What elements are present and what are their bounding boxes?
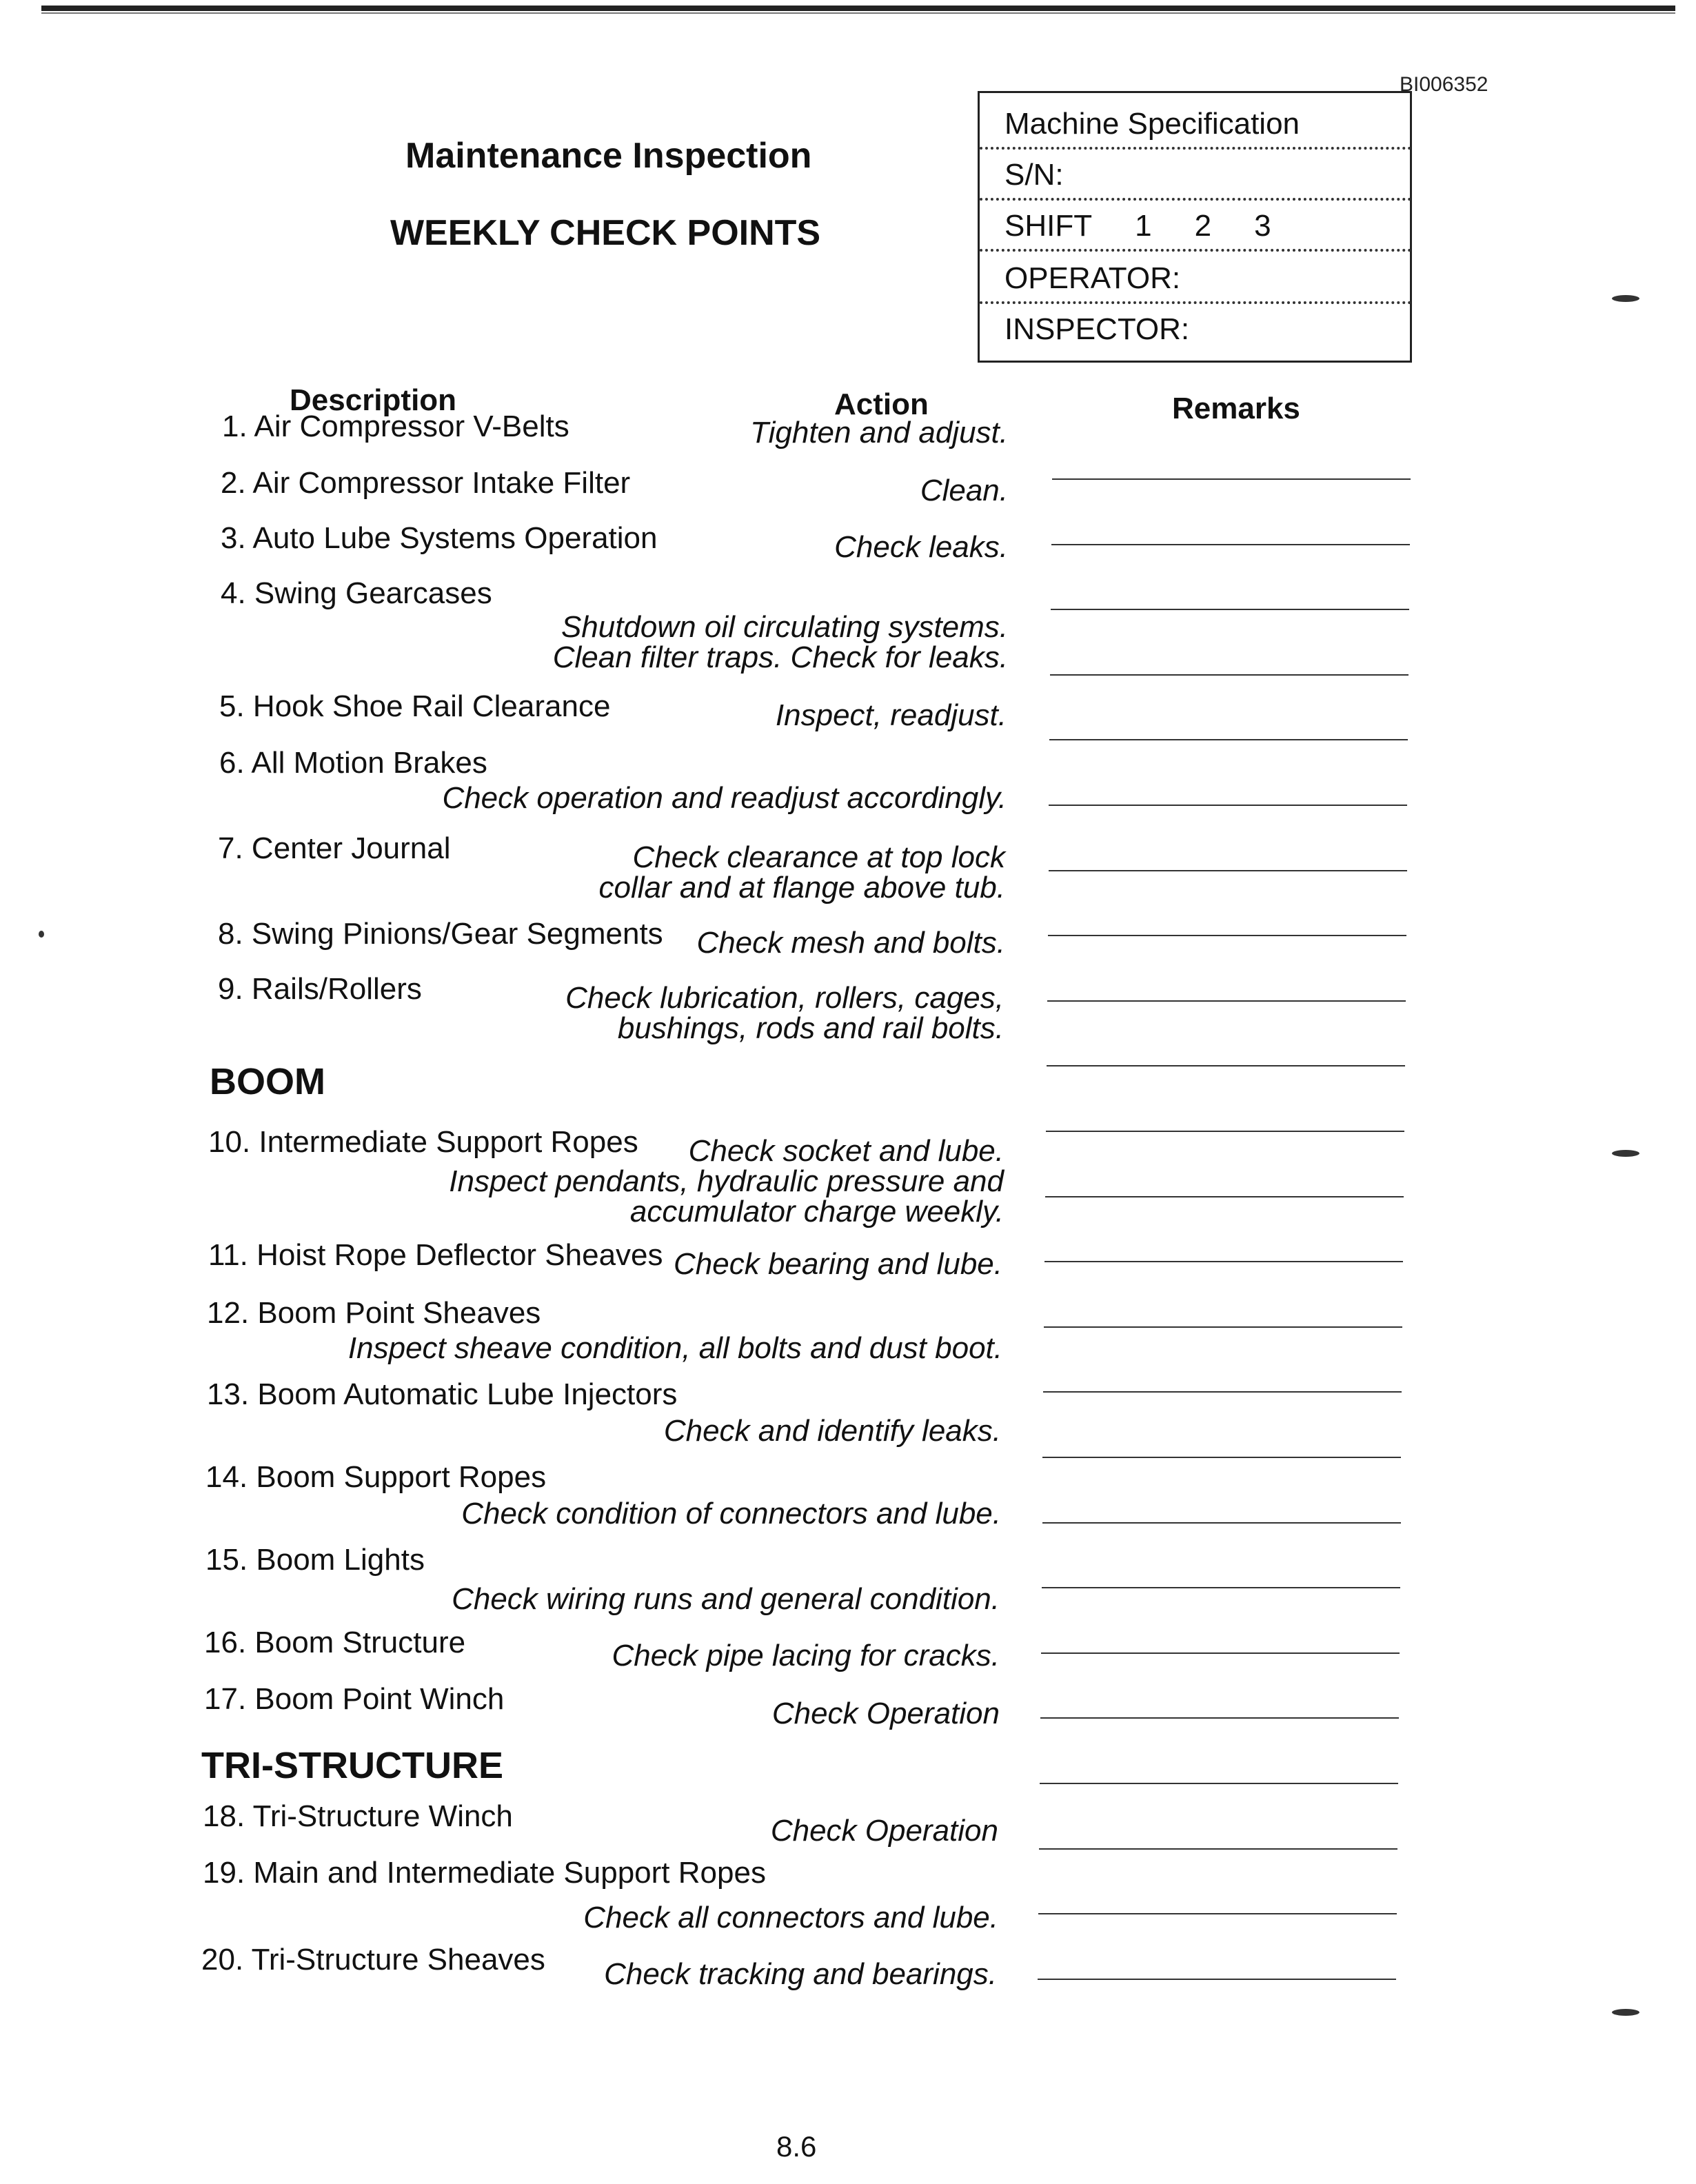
remarks-input-line[interactable] (1044, 1261, 1403, 1262)
spec-divider (980, 198, 1411, 201)
checklist-item-action (181, 612, 1008, 673)
action-line: Inspect, readjust. (775, 698, 1007, 732)
action-line: Check Operation (771, 1697, 1000, 1730)
remarks-input-line[interactable] (1038, 1913, 1397, 1914)
page-title: Maintenance Inspection (405, 136, 812, 176)
shift-option-2[interactable]: 2 (1194, 209, 1212, 243)
action-line: Check Operation (770, 1814, 998, 1848)
checklist-item-action (175, 1249, 1002, 1280)
remarks-input-line[interactable] (1042, 1457, 1401, 1458)
checklist-item-action (172, 1699, 1000, 1729)
inspector-field[interactable]: INSPECTOR: (1005, 312, 1190, 346)
checklist-item-description: 15. Boom Lights (205, 1543, 425, 1577)
checklist-item-action (176, 1136, 1004, 1227)
checklist-item-action (178, 928, 1005, 958)
checklist-item-action (174, 1416, 1001, 1446)
remarks-input-line[interactable] (1047, 1065, 1405, 1066)
checklist-item-description: 20. Tri-Structure Sheaves (201, 1943, 545, 1976)
action-line: Check mesh and bolts. (696, 926, 1005, 960)
remarks-input-line[interactable] (1048, 935, 1406, 936)
section-heading-boom: BOOM (210, 1061, 325, 1102)
column-header-action: Action (834, 387, 929, 421)
remarks-input-line[interactable] (1038, 1979, 1396, 1980)
remarks-input-line[interactable] (1041, 1652, 1400, 1654)
action-line: Check bearing and lube. (674, 1247, 1002, 1281)
checklist-item-description: 14. Boom Support Ropes (205, 1460, 547, 1494)
checklist-item-action (179, 700, 1007, 731)
checklist-item-action (174, 1499, 1001, 1529)
checklist-item-description: 1. Air Compressor V-Belts (222, 410, 569, 443)
checklist-item-description: 19. Main and Intermediate Support Ropes (203, 1856, 766, 1890)
remarks-input-line[interactable] (1039, 1848, 1397, 1850)
spec-divider (980, 301, 1411, 304)
checklist-item-description: 10. Intermediate Support Ropes (208, 1125, 638, 1159)
remarks-input-line[interactable] (1042, 1587, 1400, 1588)
scan-edge-line (41, 12, 1675, 14)
action-line: Check condition of connectors and lube. (461, 1497, 1001, 1530)
operator-field[interactable]: OPERATOR: (1005, 261, 1181, 295)
page-subtitle: WEEKLY CHECK POINTS (390, 213, 821, 253)
scan-artifact (1612, 2009, 1639, 2016)
remarks-input-line[interactable] (1049, 870, 1407, 871)
checklist-item-description: 5. Hook Shoe Rail Clearance (219, 689, 611, 723)
checklist-item-description: 13. Boom Automatic Lube Injectors (207, 1377, 678, 1411)
checklist-item-action (181, 476, 1008, 506)
serial-number-field[interactable]: S/N: (1005, 158, 1064, 192)
action-line: Check all connectors and lube. (583, 1901, 998, 1934)
checklist-item-action (181, 532, 1008, 563)
checklist-item-description: 18. Tri-Structure Winch (203, 1799, 513, 1833)
action-line: accumulator charge weekly. (629, 1195, 1004, 1228)
checklist-item-description: 7. Center Journal (218, 831, 451, 865)
checklist-item-description: 16. Boom Structure (204, 1626, 466, 1659)
spec-heading: Machine Specification (1005, 107, 1300, 141)
checklist-item-description: 12. Boom Point Sheaves (207, 1296, 541, 1330)
checklist-item-action (172, 1641, 1000, 1671)
action-line: Inspect pendants, hydraulic pressure and (449, 1164, 1004, 1198)
action-line: bushings, rods and rail bolts. (617, 1011, 1004, 1045)
checklist-item-action (171, 1903, 998, 1933)
checklist-item-action (175, 1333, 1002, 1364)
checklist-item-description: 3. Auto Lube Systems Operation (221, 521, 658, 555)
action-line: Check socket and lube. (688, 1134, 1004, 1168)
remarks-input-line[interactable] (1051, 609, 1409, 610)
scan-artifact (1612, 295, 1639, 302)
checklist-item-description: 6. All Motion Brakes (219, 746, 487, 780)
document-id: BI006352 (1400, 73, 1488, 96)
remarks-input-line[interactable] (1051, 544, 1410, 545)
machine-spec-box (978, 91, 1412, 363)
remarks-input-line[interactable] (1040, 1783, 1398, 1784)
action-line: Check operation and readjust accordingly. (442, 781, 1007, 815)
action-line: Check tracking and bearings. (604, 1957, 997, 1991)
shift-option-3[interactable]: 3 (1254, 209, 1271, 243)
checklist-item-description: 4. Swing Gearcases (221, 576, 492, 610)
checklist-item-action (179, 783, 1007, 813)
remarks-input-line[interactable] (1040, 1717, 1399, 1719)
checklist-item-action (170, 1959, 997, 1990)
shift-label: SHIFT (1005, 209, 1093, 243)
checklist-item-description: 17. Boom Point Winch (204, 1682, 505, 1716)
spec-divider (980, 147, 1411, 150)
checklist-item-action (172, 1584, 1000, 1615)
checklist-item-description: 11. Hoist Rope Deflector Sheaves (208, 1238, 663, 1272)
remarks-input-line[interactable] (1043, 1391, 1402, 1393)
action-line: Clean. (920, 474, 1008, 507)
action-line: collar and at flange above tub. (598, 871, 1005, 904)
checklist-item-action (178, 842, 1005, 903)
action-line: Check clearance at top lock (632, 840, 1005, 874)
remarks-input-line[interactable] (1049, 739, 1408, 740)
checklist-item-description: 8. Swing Pinions/Gear Segments (218, 917, 663, 951)
section-heading-tri-structure: TRI-STRUCTURE (201, 1745, 503, 1786)
checklist-item-action (171, 1816, 998, 1846)
action-line: Inspect sheave condition, all bolts and dust boot. (347, 1331, 1002, 1365)
remarks-input-line[interactable] (1042, 1522, 1401, 1524)
shift-option-1[interactable]: 1 (1135, 209, 1152, 243)
checklist-item-description: 2. Air Compressor Intake Filter (221, 466, 631, 500)
scan-artifact (39, 931, 44, 938)
remarks-input-line[interactable] (1050, 674, 1409, 676)
action-line: Check wiring runs and general condition. (452, 1582, 1000, 1616)
action-line: Check pipe lacing for cracks. (612, 1639, 1000, 1672)
spec-divider (980, 249, 1411, 252)
remarks-input-line[interactable] (1044, 1326, 1402, 1328)
action-line: Shutdown oil circulating systems. (561, 610, 1008, 644)
checklist-item-action (176, 983, 1004, 1044)
page-number: 8.6 (776, 2130, 817, 2163)
remarks-input-line[interactable] (1047, 1000, 1406, 1002)
remarks-input-line[interactable] (1045, 1196, 1404, 1197)
scan-artifact (1612, 1150, 1639, 1157)
remarks-input-line[interactable] (1046, 1131, 1404, 1132)
action-line: Tighten and adjust. (750, 416, 1008, 449)
checklist-item-action (181, 418, 1008, 448)
action-line: Check lubrication, rollers, cages, (565, 981, 1004, 1015)
action-line: Clean filter traps. Check for leaks. (552, 640, 1008, 674)
checklist-item-description: 9. Rails/Rollers (218, 972, 422, 1006)
column-header-description: Description (290, 383, 457, 417)
remarks-input-line[interactable] (1052, 478, 1411, 480)
scan-edge-bar (41, 6, 1675, 11)
action-line: Check and identify leaks. (663, 1414, 1001, 1448)
shift-field[interactable] (1005, 209, 1404, 243)
column-header-remarks: Remarks (1172, 392, 1300, 425)
action-line: Check leaks. (834, 530, 1008, 564)
remarks-input-line[interactable] (1049, 805, 1407, 806)
